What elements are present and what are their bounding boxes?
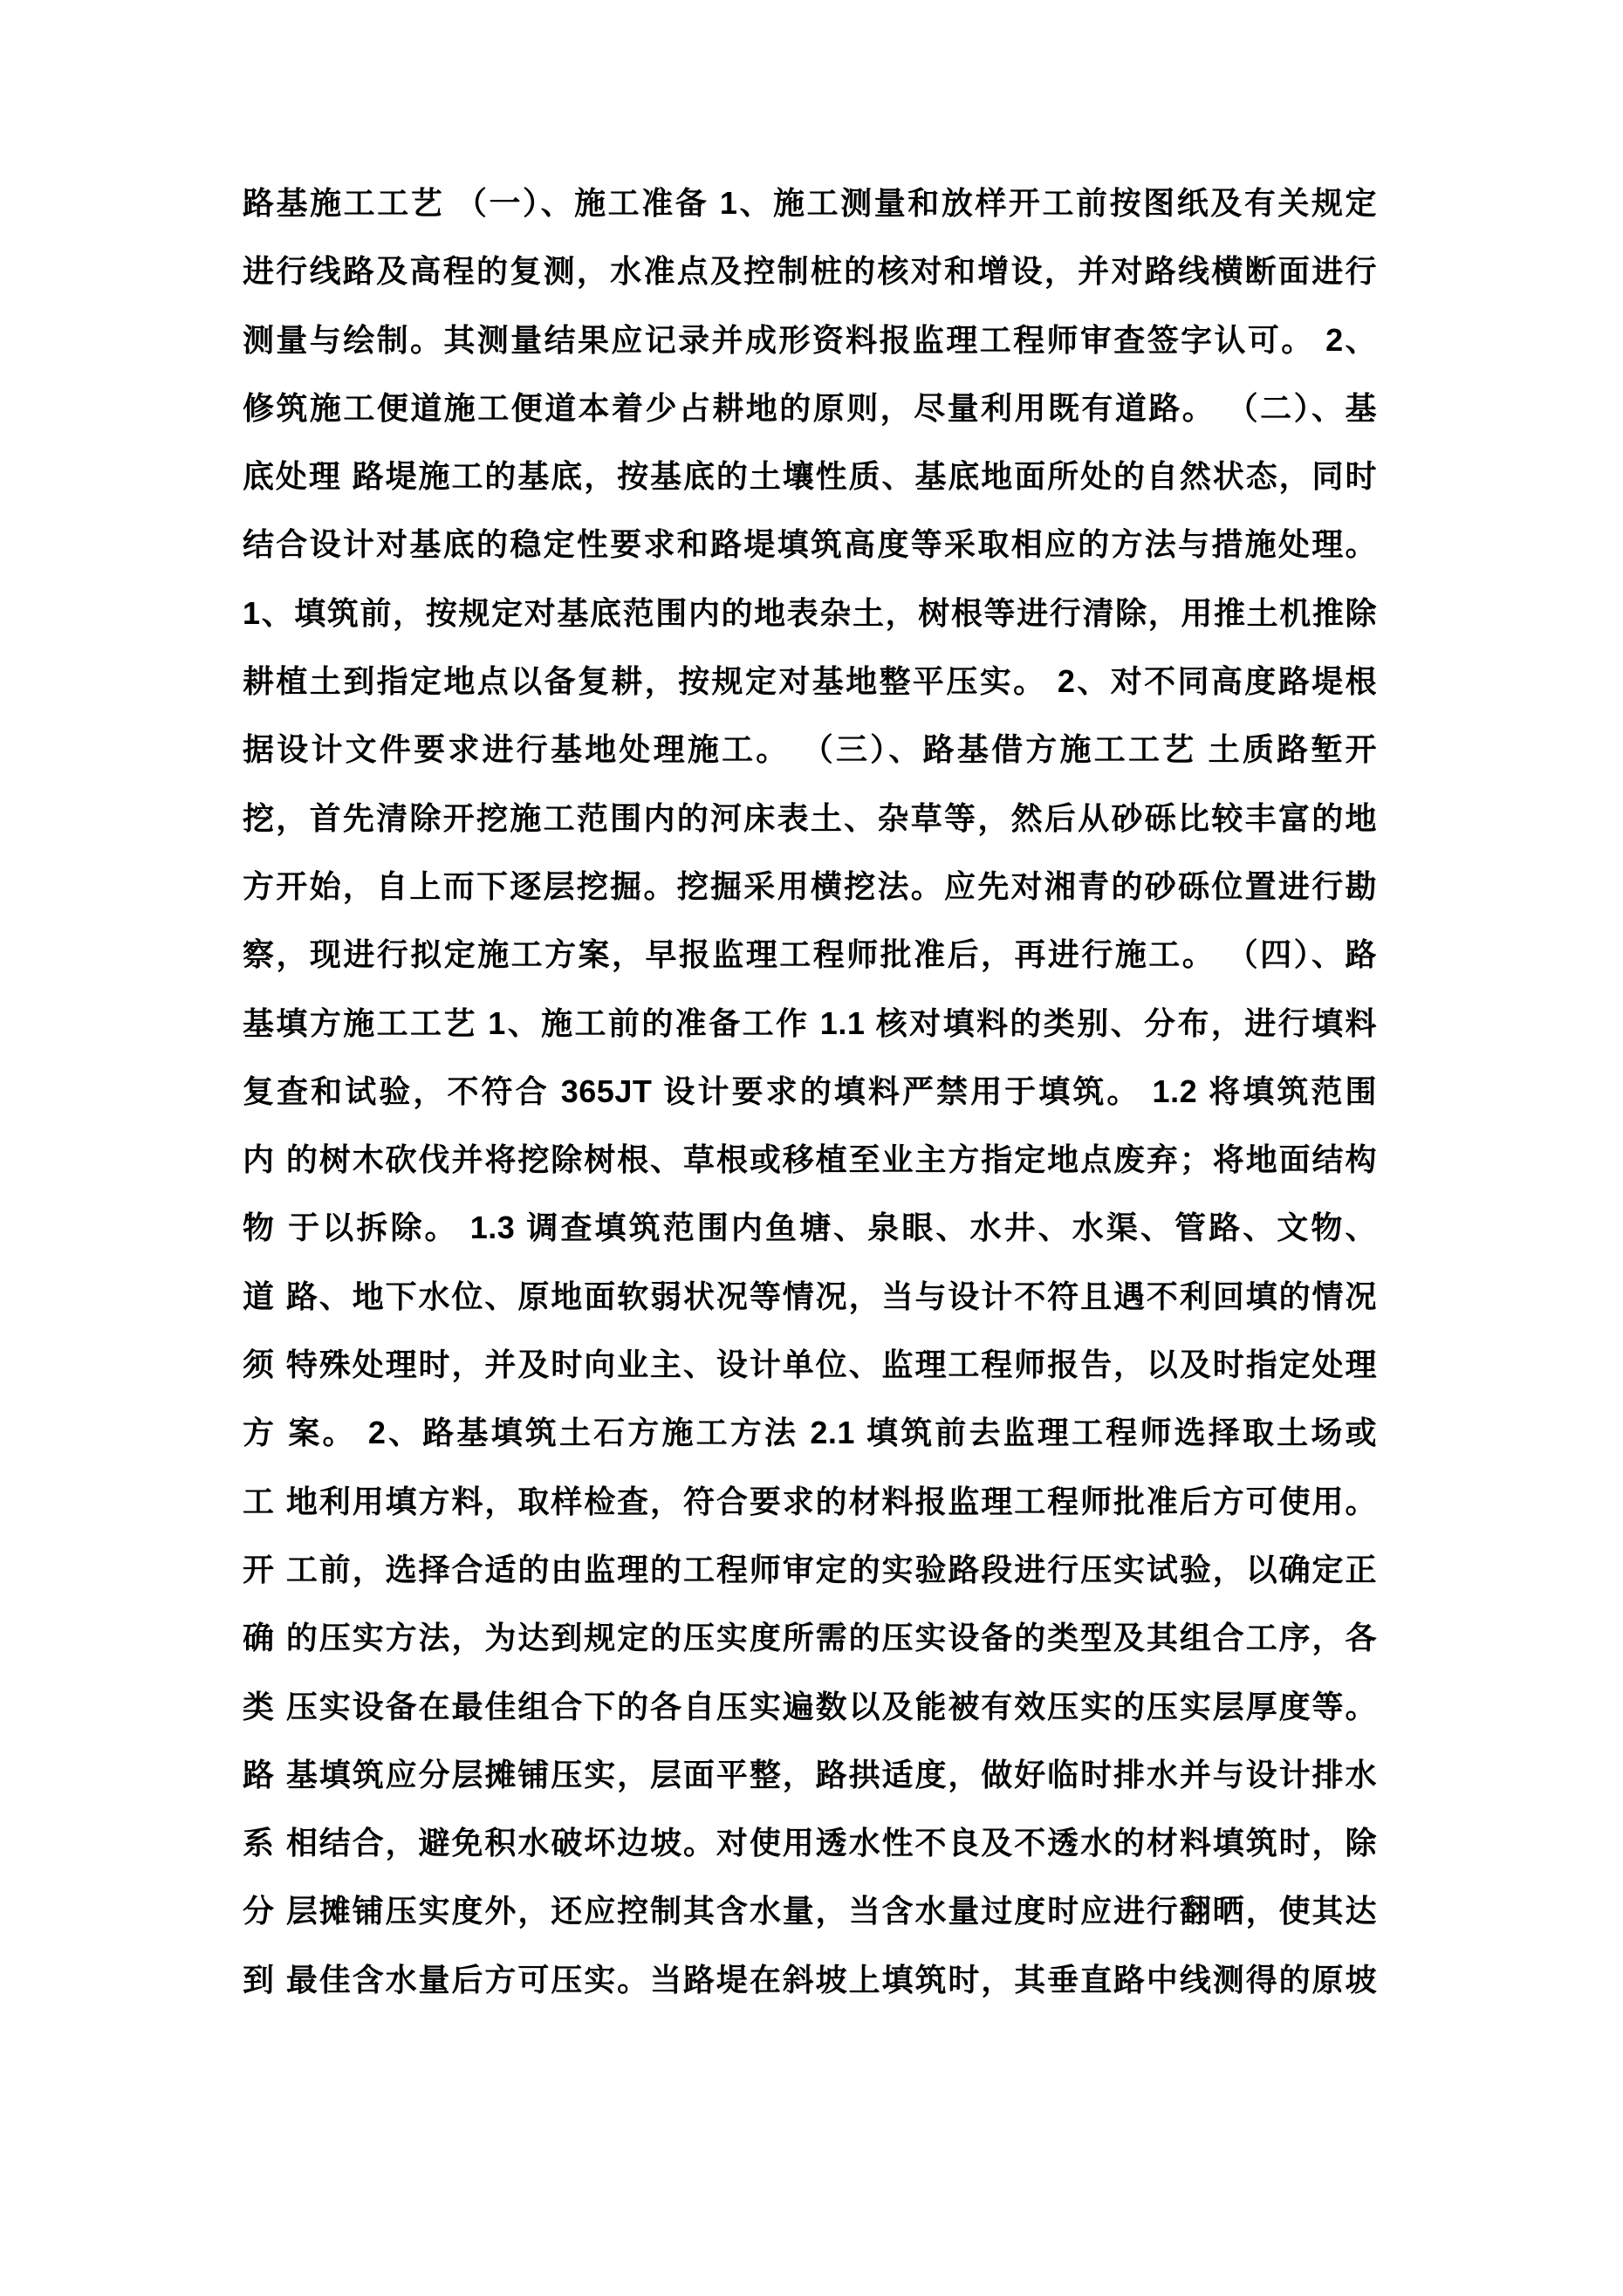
text-line: 工 地利用填方料，取样检查，符合要求的材料报监理工程师批准后方可使用。 xyxy=(243,1483,1377,1519)
text-line: 据设计文件要求进行基地处理施工。 （三）、路基借方施工工艺 土质路堑开 xyxy=(243,731,1377,768)
text-line: 方开始，自上而下逐层挖掘。挖掘采用横挖法。应先对湘青的砂砾位置进行勘 xyxy=(243,867,1377,904)
text-line: 进行线路及高程的复测，水准点及控制桩的核对和增设，并对路线横断面进行 xyxy=(243,253,1377,290)
text-line: 挖，首先清除开挖施工范围内的河床表土、杂草等，然后从砂砾比较丰富的地 xyxy=(243,799,1377,836)
text-line: 耕植土到指定地点以备复耕，按规定对基地整平压实。 2、对不同高度路堤根 xyxy=(243,663,1377,700)
text-line: 路 基填筑应分层摊铺压实，层面平整，路拱适度，做好临时排水并与设计排水 xyxy=(243,1756,1377,1792)
text-line: 底处理 路堤施工的基底，按基底的土壤性质、基底地面所处的自然状态，同时 xyxy=(243,458,1377,495)
text-line: 基填方施工工艺 1、施工前的准备工作 1.1 核对填料的类别、分布，进行填料 xyxy=(243,1004,1377,1041)
text-line: 结合设计对基底的稳定性要求和路堤填筑高度等采取相应的方法与措施处理。 xyxy=(243,526,1377,563)
text-line: 路基施工工艺 （一）、施工准备 1、施工测量和放样开工前按图纸及有关规定 xyxy=(243,185,1377,221)
text-line: 到 最佳含水量后方可压实。当路堤在斜坡上填筑时，其垂直路中线测得的原坡 xyxy=(243,1961,1377,1998)
text-line: 分 层摊铺压实度外，还应控制其含水量，当含水量过度时应进行翻晒，使其达 xyxy=(243,1893,1377,1929)
text-line: 1、填筑前，按规定对基底范围内的地表杂土，树根等进行清除，用推土机推除 xyxy=(243,594,1377,631)
text-line: 确 的压实方法，为达到规定的压实度所需的压实设备的类型及其组合工序，各 xyxy=(243,1620,1377,1656)
text-line: 物 于以拆除。 1.3 调查填筑范围内鱼塘、泉眼、水井、水渠、管路、文物、 xyxy=(243,1210,1377,1246)
text-line: 察，现进行拟定施工方案，早报监理工程师批准后，再进行施工。 （四）、路 xyxy=(243,936,1377,973)
text-line: 系 相结合，避免积水破坏边坡。对使用透水性不良及不透水的材料填筑时，除 xyxy=(243,1825,1377,1861)
text-line: 类 压实设备在最佳组合下的各自压实遍数以及能被有效压实的压实层厚度等。 xyxy=(243,1688,1377,1724)
text-line: 道 路、地下水位、原地面软弱状况等情况，当与设计不符且遇不利回填的情况 xyxy=(243,1278,1377,1314)
text-line: 修筑施工便道施工便道本着少占耕地的原则，尽量利用既有道路。 （二）、基 xyxy=(243,389,1377,426)
text-line: 复查和试验，不符合 365JT 设计要求的填料严禁用于填筑。 1.2 将填筑范围 xyxy=(243,1073,1377,1109)
text-line: 须 特殊处理时，并及时向业主、设计单位、监理工程师报告，以及时指定处理 xyxy=(243,1347,1377,1383)
text-line: 开 工前，选择合适的由监理的工程师审定的实验路段进行压实试验，以确定正 xyxy=(243,1551,1377,1587)
document-text-block xyxy=(243,169,1377,2014)
text-line: 测量与绘制。其测量结果应记录并成形资料报监理工程师审查签字认可。 2、 xyxy=(243,321,1377,358)
text-line: 方 案。 2、路基填筑土石方施工方法 2.1 填筑前去监理工程师选择取土场或 xyxy=(243,1415,1377,1451)
text-line: 内 的树木砍伐并将挖除树根、草根或移植至业主方指定地点废弃；将地面结构 xyxy=(243,1141,1377,1178)
